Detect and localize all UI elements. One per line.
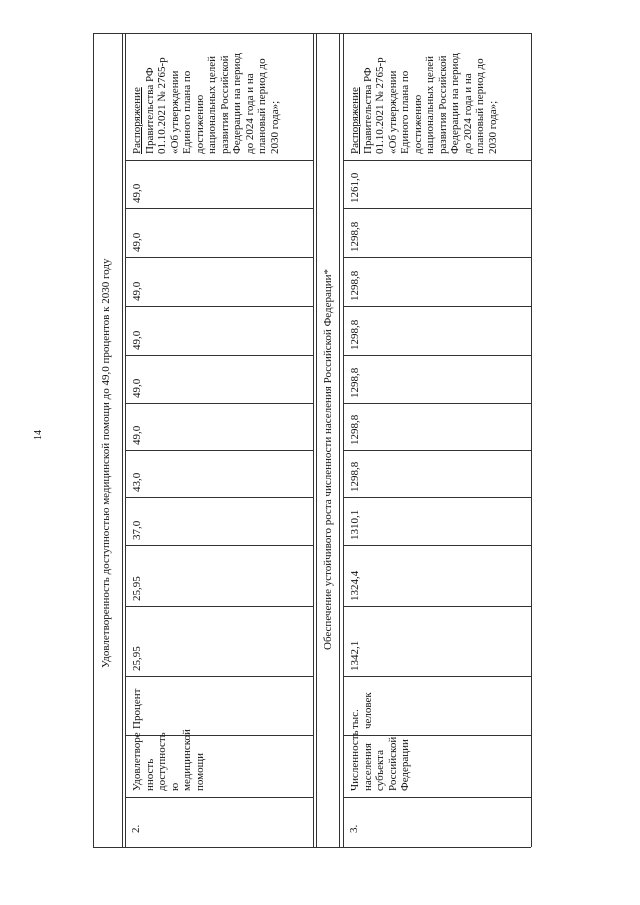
table-rule	[125, 735, 313, 736]
row-number: 2.	[130, 824, 142, 833]
value-cell: 1310,1	[349, 509, 361, 540]
table-rule	[343, 257, 531, 258]
table-rule	[343, 497, 531, 498]
table-rule	[343, 403, 531, 404]
table-rule	[125, 208, 313, 209]
value-cell: 1298,8	[349, 221, 361, 252]
value-cell: 49,0	[131, 232, 143, 252]
document-reference: 2030 года»;	[268, 100, 281, 154]
indicator-name: медицинской	[181, 729, 193, 791]
table-rule	[93, 33, 531, 34]
document-reference: Федерации на период	[449, 52, 461, 154]
indicator-name: населения	[361, 743, 374, 791]
value-cell: 25,95	[131, 646, 143, 671]
document-reference: развития Российской	[436, 55, 449, 154]
table-rule	[343, 545, 531, 546]
document-reference: до 2024 года и на	[243, 73, 256, 154]
document-reference: Правительства РФ	[143, 67, 156, 154]
indicator-name: субъекта	[374, 749, 386, 791]
value-cell: 49,0	[131, 330, 143, 350]
value-cell: 1342,1	[349, 640, 361, 671]
value-cell: 1298,8	[349, 270, 361, 301]
document-reference: «Об утверждении	[168, 70, 181, 154]
unit: человек	[361, 692, 374, 729]
table-rule	[125, 676, 313, 677]
document-reference: Единого плана по	[399, 70, 411, 154]
value-cell: 1298,8	[349, 367, 361, 398]
document-reference: плановый период до	[256, 58, 268, 154]
indicator-name: нность	[143, 758, 156, 791]
table-rule	[125, 257, 313, 258]
value-cell: 43,0	[131, 472, 143, 492]
value-cell: 37,0	[131, 520, 143, 540]
document-reference: развития Российской	[218, 55, 231, 154]
table-rule	[125, 355, 313, 356]
table-rule	[343, 606, 531, 607]
value-cell: 49,0	[131, 425, 143, 445]
table-rule	[122, 33, 123, 847]
value-cell: 49,0	[131, 378, 143, 398]
table-rule	[125, 545, 313, 546]
value-cell: 1261,0	[349, 172, 361, 203]
table-rule	[343, 735, 531, 736]
document-reference: Федерации на период	[231, 52, 243, 154]
value-cell: 1324,4	[349, 570, 361, 601]
table-rule	[125, 797, 313, 798]
table-rule	[531, 33, 532, 847]
table-rule	[93, 847, 531, 848]
table-rule	[343, 676, 531, 677]
document-reference: 01.10.2021 № 2765-р	[374, 57, 386, 154]
document-link: Распоряжение	[349, 87, 361, 154]
document-reference: Правительства РФ	[361, 67, 374, 154]
value-cell: 49,0	[131, 183, 143, 203]
page-number: 14	[33, 430, 44, 440]
section-title: Удовлетворенность доступностью медицинской помощи до 49,0 процентов к 2030 году	[100, 258, 112, 668]
table-rule	[343, 208, 531, 209]
document-reference: достижению	[411, 94, 424, 154]
table-rule	[125, 497, 313, 498]
table-rule	[343, 306, 531, 307]
table-rule	[343, 355, 531, 356]
document-link: Распоряжение	[131, 87, 143, 154]
row-number: 3.	[348, 824, 360, 833]
indicator-name: помощи	[193, 753, 206, 791]
table-rule	[343, 33, 344, 847]
document-reference: до 2024 года и на	[461, 73, 474, 154]
indicator-name: Численность	[349, 730, 361, 791]
table-rule	[343, 160, 531, 161]
value-cell: 1298,8	[349, 414, 361, 445]
unit: Процент	[131, 688, 143, 729]
indicator-name: доступность	[156, 732, 168, 791]
table-rule	[125, 606, 313, 607]
document-reference: «Об утверждении	[386, 70, 399, 154]
indicator-name: Федерации	[399, 739, 411, 791]
indicator-name: Российской	[386, 736, 399, 791]
document-reference: Единого плана по	[181, 70, 193, 154]
table-rule	[343, 450, 531, 451]
table-rule	[125, 450, 313, 451]
table-rule	[343, 797, 531, 798]
document-reference: национальных целей	[206, 56, 218, 154]
document-reference: 01.10.2021 № 2765-р	[156, 57, 168, 154]
value-cell: 1298,8	[349, 319, 361, 350]
value-cell: 25,95	[131, 576, 143, 601]
table-rule	[125, 160, 313, 161]
table-rule	[125, 306, 313, 307]
table-rule	[125, 33, 126, 847]
document-reference: плановый период до	[474, 58, 486, 154]
document-reference: достижению	[193, 94, 206, 154]
table-rule	[93, 33, 94, 847]
table-rule	[125, 403, 313, 404]
indicator-name: Удовлетворе	[131, 732, 143, 791]
table-rule	[313, 33, 314, 847]
table-rule	[339, 33, 340, 847]
value-cell: 1298,8	[349, 461, 361, 492]
table-rule	[316, 33, 317, 847]
document-reference: национальных целей	[424, 56, 436, 154]
section-title: Обеспечение устойчивого роста численности населения Российской Федерации*	[322, 268, 334, 650]
document-reference: 2030 года»;	[486, 100, 499, 154]
unit: тыс.	[349, 709, 361, 729]
value-cell: 49,0	[131, 281, 143, 301]
indicator-name: ю	[168, 782, 181, 791]
